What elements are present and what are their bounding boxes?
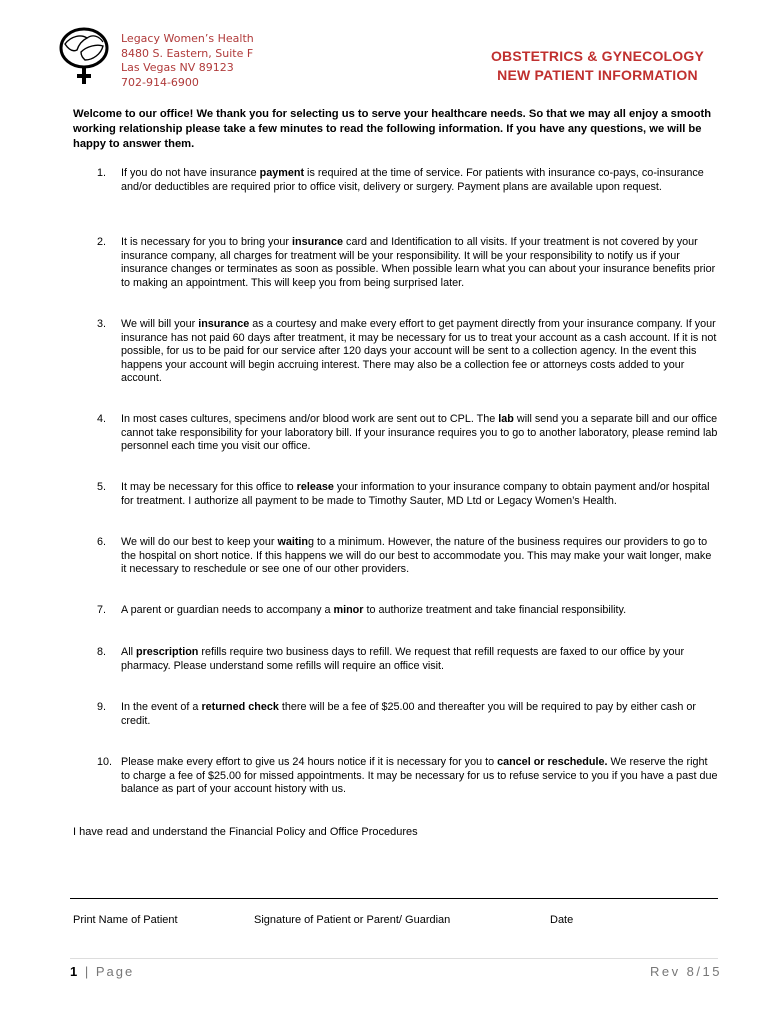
item-number: 4. (97, 413, 107, 425)
item-text: We will bill your insurance as a courtesy and make every effort to get payment directly from your insurance company. If your insurance has not paid 60 days after treatment, it may be necessary for us to treat your account as a cash account. If it is not possible, for us to be paid for our service after 120 days your account will be sent to a collection agency. In the event this happens your account will begin accruing interest. There may also be a collection fee or attorneys costs added to your account. (121, 318, 717, 385)
item-number: 3. (97, 318, 107, 330)
item-number: 8. (97, 646, 107, 658)
print-name-label: Print Name of Patient (73, 914, 178, 926)
clinic-info (121, 32, 254, 90)
list-item (73, 236, 723, 290)
clinic-name: Legacy Women’s Health (121, 32, 254, 45)
item-number: 7. (97, 604, 107, 616)
item-number: 6. (97, 536, 107, 548)
document-title (491, 47, 704, 85)
item-number: 2. (97, 236, 107, 248)
clinic-address-2: Las Vegas NV 89123 (121, 61, 234, 74)
logo-icon (57, 26, 113, 86)
list-item (73, 536, 723, 577)
item-text: A parent or guardian needs to accompany a minor to authorize treatment and take financial responsibility. (121, 604, 627, 616)
item-text: It may be necessary for this office to release your information to your insurance company to obtain payment and/or hospital for treatment. I authorize all payment to be made to Timothy Sauter, MD Ltd or Legacy Women’s Health. (121, 481, 710, 507)
item-text: If you do not have insurance payment is required at the time of service. For patients with insurance co-pays, co-insurance and/or deductibles are required prior to office visit, delivery or surgery. Payment plans are available upon request. (121, 167, 704, 193)
signature-label: Signature of Patient or Parent/ Guardian (254, 914, 451, 926)
item-text: It is necessary for you to bring your insurance card and Identification to all visits. If your treatment is not covered by your insurance company, all charges for treatment will be your responsibility. It will be your responsibility to notify us if your insurance changes or terminates as soon as possible. When possible learn what you can about your insurance benefits prior to making an appointment. This will keep you from being surprised later. (121, 236, 716, 289)
list-item (73, 604, 723, 618)
title-line-1: OBSTETRICS & GYNECOLOGY (490, 48, 704, 64)
revision-label: Rev 8/15 (649, 964, 722, 979)
list-item (73, 481, 723, 508)
acknowledgement-statement: I have read and understand the Financial Policy and Office Procedures (73, 826, 418, 838)
item-text: All prescription refills require two business days to refill. We request that refill requests are faxed to our office by your pharmacy. Please understand some refills will require an office visit. (121, 646, 685, 672)
list-item (73, 413, 723, 454)
page-number: 1 | Page (70, 964, 135, 979)
item-text: Please make every effort to give us 24 hours notice if it is necessary for you to cancel or reschedule. We reserve the right to charge a fee of $25.00 for missed appointments. It may be necessary for us to refuse service to you if you have a past due balance as part of your account history with us. (121, 756, 718, 796)
intro-paragraph: Welcome to our office! We thank you for selecting us to serve your healthcare needs. So that we may all enjoy a smooth working relationship please take a few minutes to read the following information. If you have any questions, we will be happy to answer them. (73, 108, 712, 150)
title-line-2: NEW PATIENT INFORMATION (497, 67, 698, 83)
list-item (73, 756, 723, 797)
signature-line[interactable] (70, 898, 718, 899)
item-number: 9. (97, 701, 107, 713)
list-item (73, 167, 723, 194)
item-number: 5. (97, 481, 107, 493)
clinic-address-1: 8480 S. Eastern, Suite F (121, 46, 254, 60)
item-text: We will do our best to keep your waiting to a minimum. However, the nature of the business requires our providers to go to the hospital on short notice. If this happens we will do our best to accommodate you. This may make your wait longer, make it necessary to reschedule or see one of our other providers. (121, 536, 712, 576)
item-text: In most cases cultures, specimens and/or blood work are sent out to CPL. The lab will send you a separate bill and our office cannot take responsibility for your laboratory bill. If your insurance requires you to go to another laboratory, please remind lab personnel each time you visit our office. (121, 413, 718, 453)
clinic-phone: 702-914-6900 (121, 75, 199, 89)
item-number: 1. (97, 167, 107, 179)
footer-divider (70, 958, 718, 959)
item-text: In the event of a returned check there will be a fee of $25.00 and thereafter you will be required to pay by either cash or credit. (121, 701, 696, 727)
list-item (73, 701, 723, 728)
list-item (73, 646, 723, 673)
list-item (73, 318, 723, 386)
item-number: 10. (97, 756, 113, 768)
date-label: Date (550, 914, 574, 926)
